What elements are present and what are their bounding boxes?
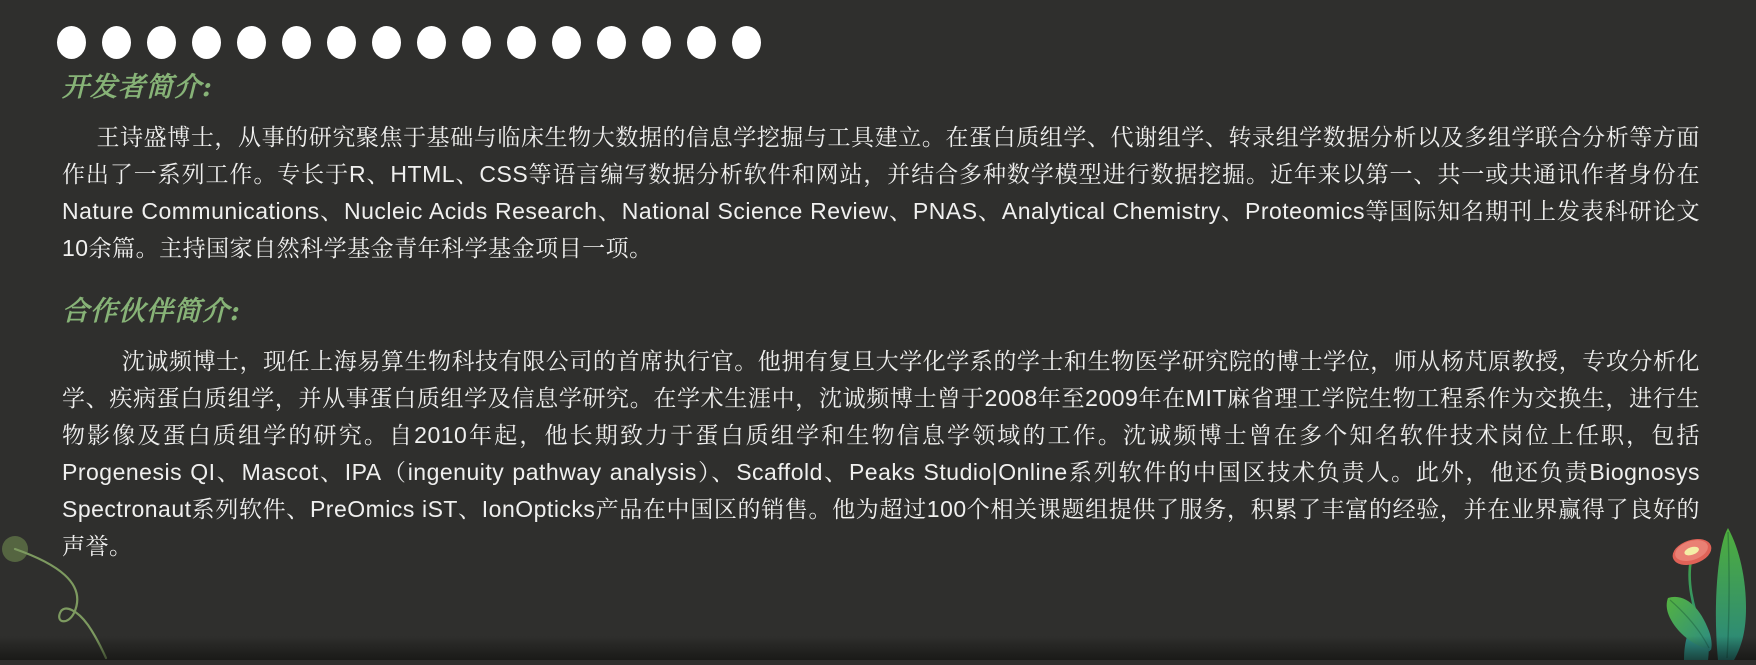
hole-punch-icon	[327, 26, 356, 59]
hole-punch-icon	[102, 26, 131, 59]
vine-decoration	[0, 535, 120, 660]
developer-intro-heading: 开发者简介:	[62, 72, 213, 103]
developer-intro-section	[62, 72, 1700, 267]
hole-punch-icon	[732, 26, 761, 59]
developer-intro-body: 王诗盛博士，从事的研究聚焦于基础与临床生物大数据的信息学挖掘与工具建立。在蛋白质组学、代谢组学、转录组学数据分析以及多组学联合分析等方面作出了一系列工作。专长于R、HTML、CSS等语言编写数据分析软件和网站，并结合多种数学模型进行数据挖掘。近年来以第一、共一或共通讯作者身份在Nature Communications、Nucleic Acids Research、National Science Review、PNAS、Analytical Chemistry、Proteomics等国际知名期刊上发表科研论文10余篇。主持国家自然科学基金青年科学基金项目一项。	[62, 124, 1700, 261]
hole-punch-icon	[552, 26, 581, 59]
flower-icon	[1669, 534, 1714, 569]
partner-intro-section	[62, 296, 1700, 565]
hole-punch-icon	[57, 26, 86, 59]
hole-punch-icon	[417, 26, 446, 59]
hole-punch-icon	[687, 26, 716, 59]
hole-punch-icon	[237, 26, 266, 59]
hole-punch-icon	[507, 26, 536, 59]
plant-flower-icon	[1624, 488, 1756, 660]
hole-punch-icon	[642, 26, 671, 59]
partner-intro-heading: 合作伙伴简介:	[62, 296, 241, 327]
partner-intro-body: 沈诚频博士，现任上海易算生物科技有限公司的首席执行官。他拥有复旦大学化学系的学士和生物医学研究院的博士学位，师从杨芃原教授，专攻分析化学、疾病蛋白质组学，并从事蛋白质组学及信息学研究。在学术生涯中，沈诚频博士曾于2008年至2009年在MIT麻省理工学院生物工程系作为交换生，进行生物影像及蛋白质组学的研究。自2010年起，他长期致力于蛋白质组学和生物信息学领域的工作。沈诚频博士曾在多个知名软件技术岗位上任职，包括Progenesis QI、Mascot、IPA（ingenuity pathway analysis）、Scaffold、Peaks Studio|Online系列软件的中国区技术负责人。此外，他还负责Biognosys Spectronaut系列软件、PreOmics iST、IonOpticks产品在中国区的销售。他为超过100个相关课题组提供了服务，积累了丰富的经验，并在业界赢得了良好的声誉。	[62, 348, 1700, 559]
hole-punch-icon	[372, 26, 401, 59]
bottom-shadow	[0, 636, 1756, 660]
hole-punch-icon	[597, 26, 626, 59]
hole-punch-row	[57, 26, 761, 59]
slide-content	[62, 72, 1700, 594]
hole-punch-icon	[462, 26, 491, 59]
hole-punch-icon	[282, 26, 311, 59]
hole-punch-icon	[147, 26, 176, 59]
leaf-icon	[1716, 528, 1746, 660]
vine-icon	[0, 535, 120, 660]
plant-decoration	[1624, 488, 1756, 660]
hole-punch-icon	[192, 26, 221, 59]
